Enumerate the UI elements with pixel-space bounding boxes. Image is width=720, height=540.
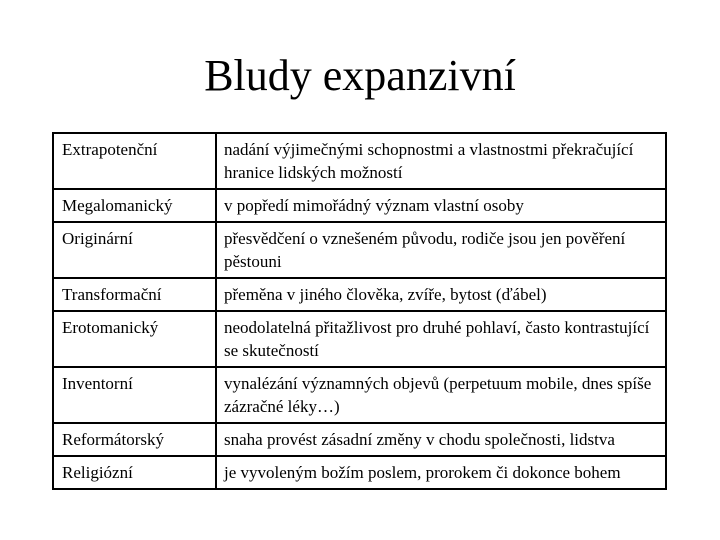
table-row [53, 133, 666, 189]
delusion-type-cell: Erotomanický [53, 311, 216, 367]
table-row [53, 189, 666, 222]
table-row [53, 278, 666, 311]
delusion-type-cell: Inventorní [53, 367, 216, 423]
table-row [53, 311, 666, 367]
delusion-type-cell: Transformační [53, 278, 216, 311]
slide-title: Bludy expanzivní [204, 51, 516, 100]
delusions-table [52, 132, 667, 490]
delusion-description-cell: je vyvoleným božím poslem, prorokem či dokonce bohem [216, 456, 666, 489]
delusion-description-cell: přeměna v jiného člověka, zvíře, bytost (ďábel) [216, 278, 666, 311]
table-row [53, 222, 666, 278]
delusion-type-cell: Religiózní [53, 456, 216, 489]
table-row [53, 456, 666, 489]
table-row [53, 367, 666, 423]
delusion-type-cell: Extrapotenční [53, 133, 216, 189]
delusion-type-cell: Originární [53, 222, 216, 278]
table-row [53, 423, 666, 456]
delusion-description-cell: v popředí mimořádný význam vlastní osoby [216, 189, 666, 222]
delusion-type-cell: Megalomanický [53, 189, 216, 222]
delusion-description-cell: nadání výjimečnými schopnostmi a vlastnostmi překračující hranice lidských možností [216, 133, 666, 189]
delusion-description-cell: přesvědčení o vznešeném původu, rodiče jsou jen pověření pěstouni [216, 222, 666, 278]
delusion-description-cell: neodolatelná přitažlivost pro druhé pohlaví, často kontrastující se skutečností [216, 311, 666, 367]
delusion-description-cell: snaha provést zásadní změny v chodu společnosti, lidstva [216, 423, 666, 456]
delusion-description-cell: vynalézání významných objevů (perpetuum mobile, dnes spíše zázračné léky…) [216, 367, 666, 423]
delusion-type-cell: Reformátorský [53, 423, 216, 456]
